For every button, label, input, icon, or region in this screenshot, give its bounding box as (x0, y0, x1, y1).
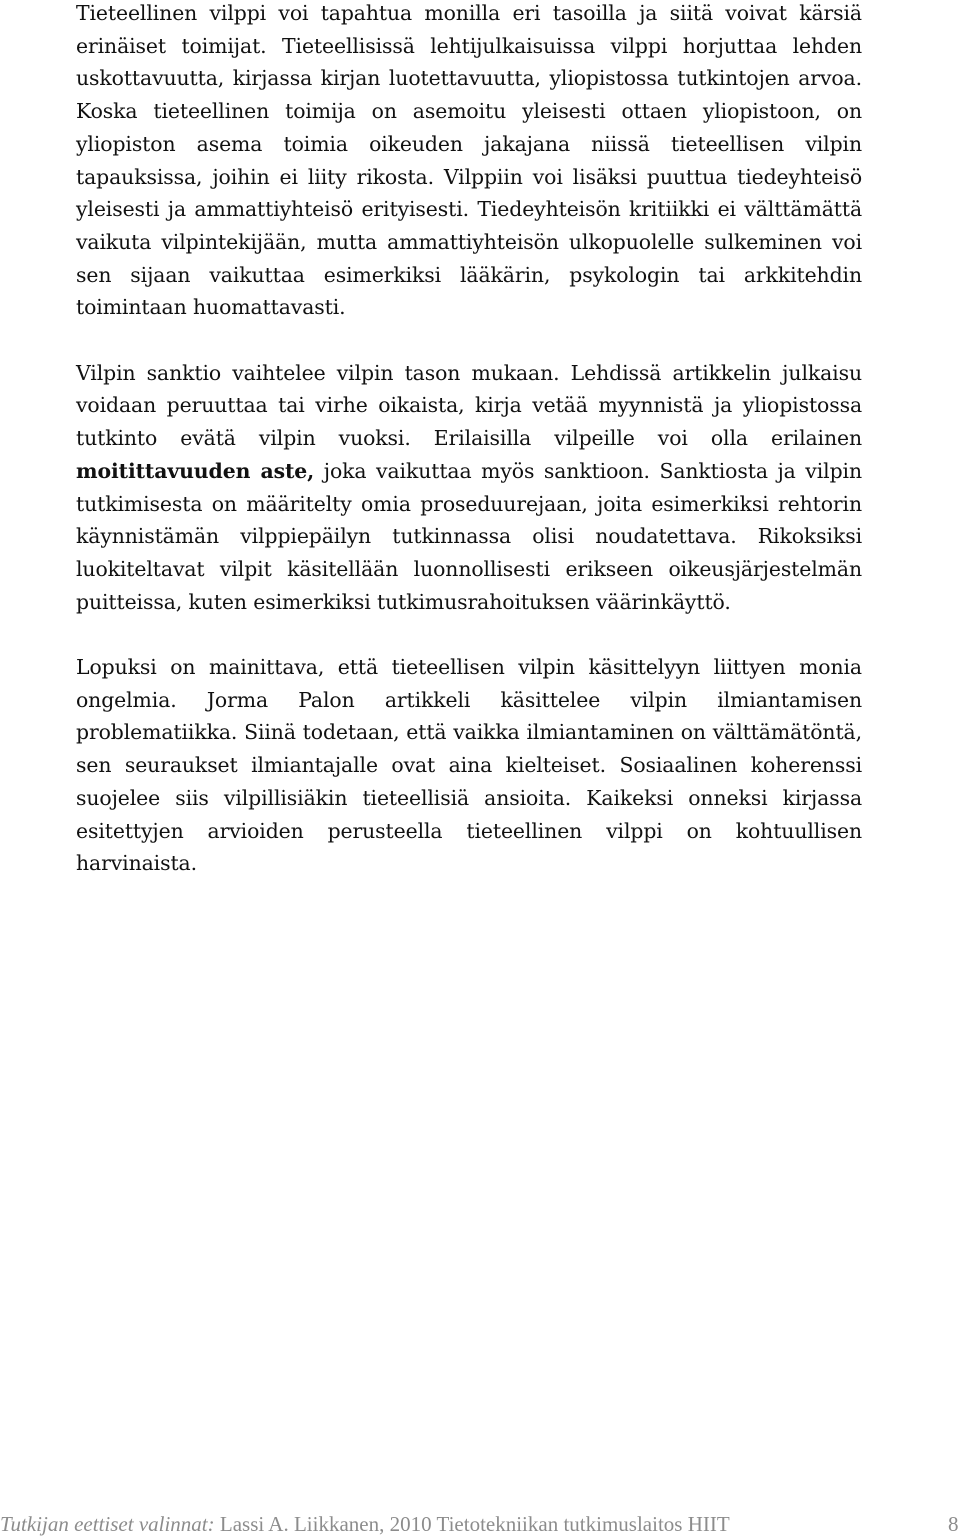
bold-term: moitittavuuden aste, (76, 458, 315, 483)
page-footer (0, 1512, 960, 1540)
page-number: 8 (948, 1512, 959, 1536)
footer-citation (0, 1512, 730, 1537)
paragraph-3: Lopuksi on mainittava, että tieteellisen vilpin käsittelyyn liittyen monia ongelmia. Jorma Palon artikkeli käsittelee vilpin ilmiantamisen problematiikka. Siinä todetaan, että vaikka ilmiantaminen on välttämätöntä, sen seuraukset ilmiantajalle ovat aina kielteiset. Sosiaalinen koherenssi suojelee siis vilpillisiäkin tieteellisiä ansioita. Kaikeksi onneksi kirjassa esitettyjen arvioiden perusteella tieteellinen vilppi on kohtuullisen harvinaista. (76, 655, 862, 876)
document-page (76, 0, 862, 880)
paragraph-1: Tieteellinen vilppi voi tapahtua monilla eri tasoilla ja siitä voivat kärsiä erinäiset toimijat. Tieteellisissä lehtijulkaisuissa vilppi horjuttaa lehden uskottavuutta, kirjassa kirjan luotettavuutta, yliopistossa tutkintojen arvoa. Koska tieteellinen toimija on asemoitu yleisesti ottaen yliopistoon, on yliopiston asema toimia oikeuden jakajana niissä tieteellisen vilpin tapauksissa, joihin ei liity rikosta. Vilppiin voi lisäksi puuttua tiedeyhteisö yleisesti ja ammattiyhteisö erityisesti. Tiedeyhteisön kritiikki ei välttämättä vaikuta vilpintekijään, mutta ammattiyhteisön ulkopuolelle sulkeminen voi sen sijaan vaikuttaa esimerkiksi lääkärin, psykologin tai arkkitehdin toimintaan huomattavasti. (76, 1, 862, 320)
footer-author-info: Lassi A. Liikkanen, 2010 Tietotekniikan tutkimuslaitos HIIT (214, 1512, 730, 1536)
footer-book-title: Tutkijan eettiset valinnat: (0, 1512, 215, 1536)
paragraph-2 (76, 357, 862, 619)
paragraph-2-text-start: Vilpin sanktio vaihtelee vilpin tason mukaan. Lehdissä artikkelin julkaisu voidaan peruuttaa tai virhe oikaista, kirja vetää myynnistä ja yliopistossa tutkinto evätä vilpin vuoksi. Erilaisilla vilpeille voi olla erilainen (76, 360, 862, 451)
paragraph-2-text-end: joka vaikuttaa myös sanktioon. Sanktiosta ja vilpin tutkimisesta on määritelty omia proseduurejaan, joita esimerkiksi rehtorin käynnistämän vilppiepäilyn tutkinnassa olisi noudatettava. Rikoksiksi luokiteltavat vilpit käsitellään luonnollisesti erikseen oikeusjärjestelmän puitteissa, kuten esimerkiksi tutkimusrahoituksen väärinkäyttö. (76, 458, 862, 614)
